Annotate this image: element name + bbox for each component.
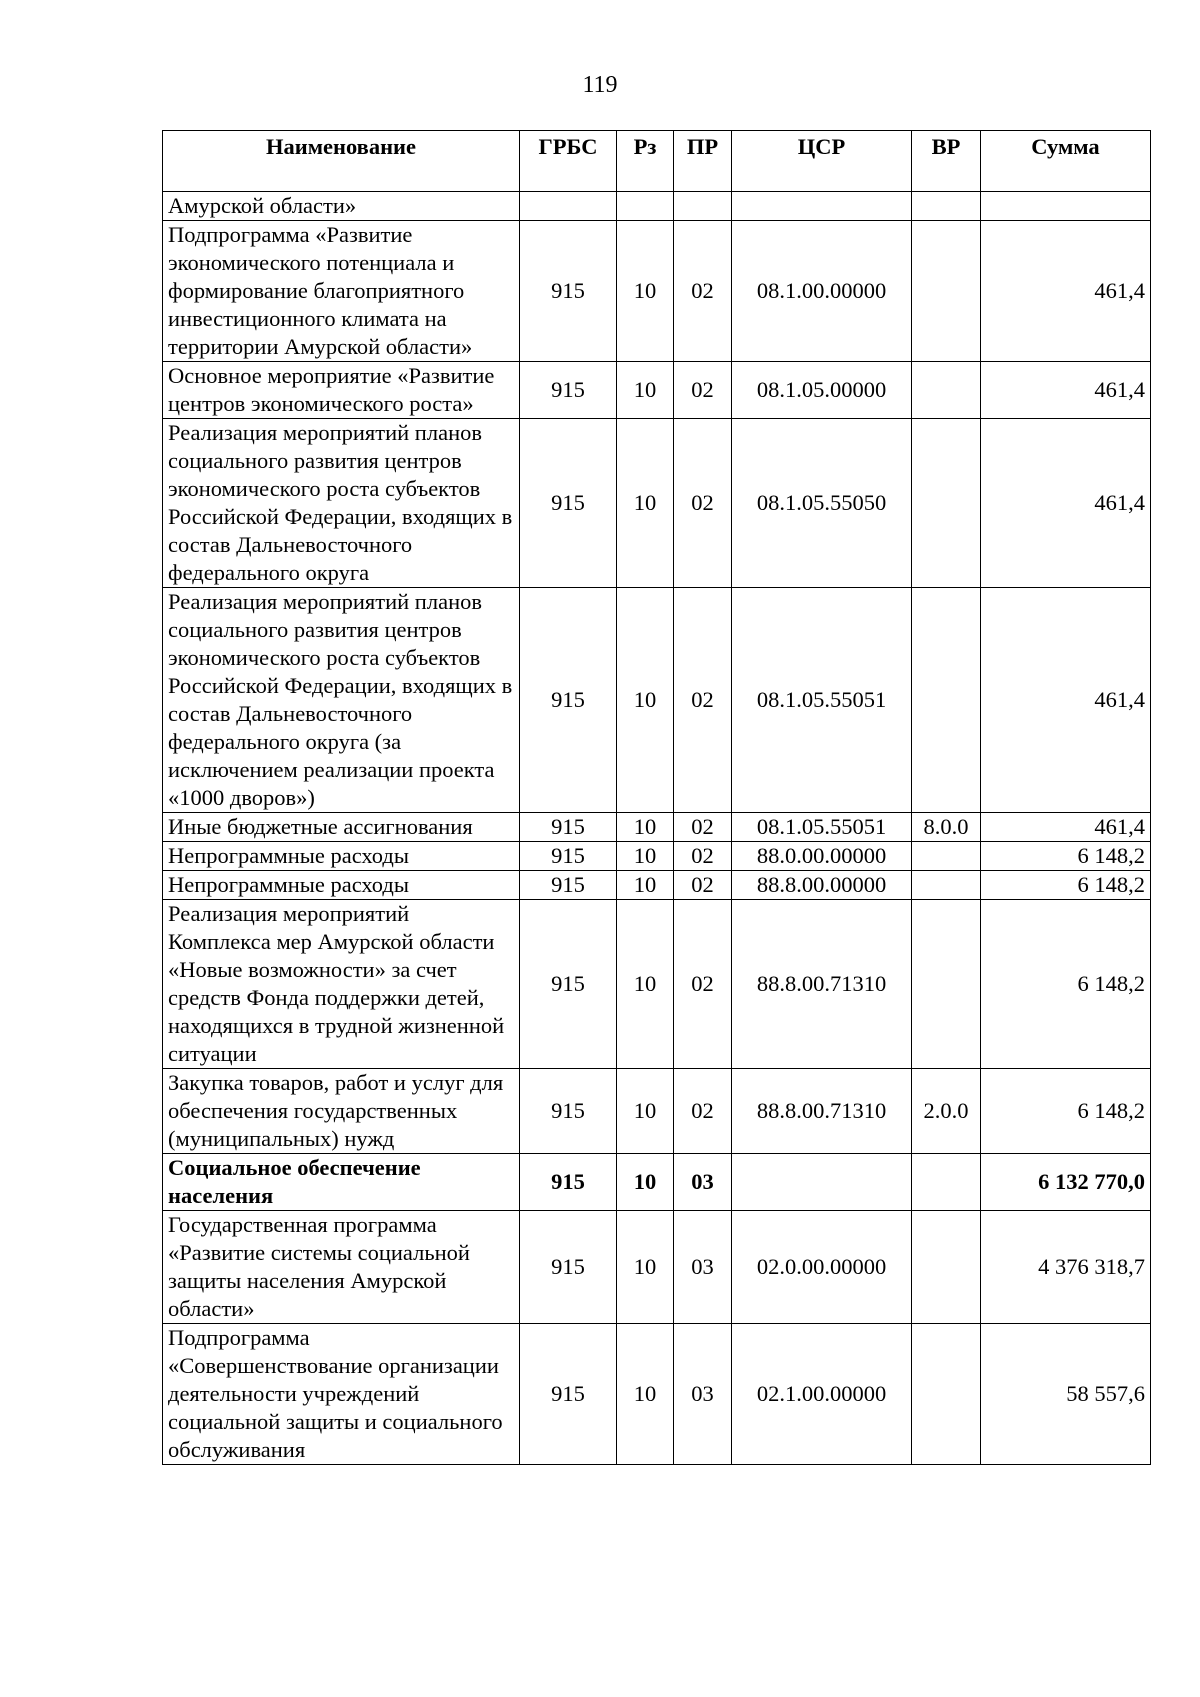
cell-grbs: 915 [520, 588, 617, 813]
cell-sum: 461,4 [981, 221, 1151, 362]
table-body [163, 192, 1151, 1465]
cell-vr [912, 362, 981, 419]
table-row [163, 842, 1151, 871]
budget-table [162, 130, 1151, 1465]
cell-rz: 10 [617, 813, 674, 842]
cell-rz: 10 [617, 419, 674, 588]
cell-grbs: 915 [520, 900, 617, 1069]
cell-name: Подпрограмма «Совершенствование организации деятельности учреждений социальной защиты и социального обслуживания [163, 1324, 520, 1465]
cell-pr [674, 192, 732, 221]
cell-csr: 88.8.00.71310 [732, 900, 912, 1069]
cell-csr: 08.1.05.55050 [732, 419, 912, 588]
cell-rz: 10 [617, 1069, 674, 1154]
cell-rz: 10 [617, 1154, 674, 1211]
cell-grbs: 915 [520, 221, 617, 362]
cell-sum: 6 148,2 [981, 871, 1151, 900]
table-row [163, 221, 1151, 362]
cell-vr [912, 871, 981, 900]
cell-name: Непрограммные расходы [163, 842, 520, 871]
cell-grbs: 915 [520, 362, 617, 419]
cell-pr: 02 [674, 1069, 732, 1154]
cell-vr [912, 1154, 981, 1211]
cell-csr: 02.0.00.00000 [732, 1211, 912, 1324]
cell-vr [912, 900, 981, 1069]
cell-name: Реализация мероприятий планов социального развития центров экономического роста субъектов Российской Федерации, входящих в состав Дальневосточного федерального округа (за исключением реализации проекта «1000 дворов») [163, 588, 520, 813]
cell-csr [732, 192, 912, 221]
cell-rz: 10 [617, 900, 674, 1069]
page-number: 119 [582, 72, 618, 98]
cell-grbs: 915 [520, 871, 617, 900]
header-sum: Сумма [981, 131, 1151, 192]
cell-vr [912, 1324, 981, 1465]
header-name: Наименование [163, 131, 520, 192]
cell-rz: 10 [617, 1211, 674, 1324]
cell-rz: 10 [617, 362, 674, 419]
cell-rz [617, 192, 674, 221]
table-row [163, 871, 1151, 900]
table-row [163, 813, 1151, 842]
cell-grbs: 915 [520, 1069, 617, 1154]
cell-grbs: 915 [520, 1324, 617, 1465]
table-row [163, 192, 1151, 221]
cell-rz: 10 [617, 588, 674, 813]
cell-pr: 02 [674, 362, 732, 419]
table-row [163, 419, 1151, 588]
cell-pr: 02 [674, 813, 732, 842]
cell-name: Государственная программа «Развитие системы социальной защиты населения Амурской области» [163, 1211, 520, 1324]
table-row [163, 1069, 1151, 1154]
header-csr: ЦСР [732, 131, 912, 192]
header-row [163, 131, 1151, 192]
cell-name: Реализация мероприятий Комплекса мер Амурской области «Новые возможности» за счет средств Фонда поддержки детей, находящихся в трудной жизненной ситуации [163, 900, 520, 1069]
cell-sum: 6 148,2 [981, 842, 1151, 871]
cell-csr [732, 1154, 912, 1211]
cell-grbs: 915 [520, 419, 617, 588]
cell-pr: 02 [674, 419, 732, 588]
header-vr: ВР [912, 131, 981, 192]
cell-csr: 08.1.05.55051 [732, 813, 912, 842]
cell-name: Социальное обеспечение населения [163, 1154, 520, 1211]
cell-pr: 02 [674, 900, 732, 1069]
cell-pr: 03 [674, 1211, 732, 1324]
cell-sum: 461,4 [981, 362, 1151, 419]
cell-vr [912, 419, 981, 588]
cell-pr: 03 [674, 1324, 732, 1465]
cell-csr: 08.1.05.00000 [732, 362, 912, 419]
cell-sum: 461,4 [981, 813, 1151, 842]
cell-grbs: 915 [520, 813, 617, 842]
cell-vr [912, 842, 981, 871]
cell-csr: 88.8.00.00000 [732, 871, 912, 900]
cell-pr: 02 [674, 842, 732, 871]
table-row [163, 588, 1151, 813]
cell-grbs: 915 [520, 1154, 617, 1211]
cell-sum: 58 557,6 [981, 1324, 1151, 1465]
header-rz: Рз [617, 131, 674, 192]
cell-csr: 88.8.00.71310 [732, 1069, 912, 1154]
cell-name: Амурской области» [163, 192, 520, 221]
cell-csr: 88.0.00.00000 [732, 842, 912, 871]
header-pr: ПР [674, 131, 732, 192]
cell-csr: 08.1.00.00000 [732, 221, 912, 362]
cell-pr: 03 [674, 1154, 732, 1211]
cell-name: Иные бюджетные ассигнования [163, 813, 520, 842]
cell-csr: 08.1.05.55051 [732, 588, 912, 813]
cell-csr: 02.1.00.00000 [732, 1324, 912, 1465]
cell-sum: 4 376 318,7 [981, 1211, 1151, 1324]
table-row [163, 362, 1151, 419]
cell-grbs [520, 192, 617, 221]
cell-name: Реализация мероприятий планов социального развития центров экономического роста субъектов Российской Федерации, входящих в состав Дальневосточного федерального округа [163, 419, 520, 588]
cell-sum: 6 148,2 [981, 1069, 1151, 1154]
cell-sum: 461,4 [981, 588, 1151, 813]
cell-sum [981, 192, 1151, 221]
cell-vr [912, 192, 981, 221]
cell-vr [912, 588, 981, 813]
cell-pr: 02 [674, 871, 732, 900]
cell-name: Непрограммные расходы [163, 871, 520, 900]
cell-sum: 6 132 770,0 [981, 1154, 1151, 1211]
cell-name: Закупка товаров, работ и услуг для обеспечения государственных (муниципальных) нужд [163, 1069, 520, 1154]
cell-vr [912, 221, 981, 362]
cell-grbs: 915 [520, 1211, 617, 1324]
table-header [163, 131, 1151, 192]
cell-pr: 02 [674, 221, 732, 362]
cell-sum: 6 148,2 [981, 900, 1151, 1069]
cell-pr: 02 [674, 588, 732, 813]
cell-rz: 10 [617, 221, 674, 362]
table-row [163, 1211, 1151, 1324]
cell-rz: 10 [617, 842, 674, 871]
cell-sum: 461,4 [981, 419, 1151, 588]
header-grbs: ГРБС [520, 131, 617, 192]
cell-vr: 8.0.0 [912, 813, 981, 842]
table-row [163, 1154, 1151, 1211]
table-row [163, 1324, 1151, 1465]
cell-vr: 2.0.0 [912, 1069, 981, 1154]
cell-name: Основное мероприятие «Развитие центров экономического роста» [163, 362, 520, 419]
table-row [163, 900, 1151, 1069]
cell-name: Подпрограмма «Развитие экономического потенциала и формирование благоприятного инвестиционного климата на территории Амурской области» [163, 221, 520, 362]
cell-vr [912, 1211, 981, 1324]
cell-rz: 10 [617, 871, 674, 900]
cell-grbs: 915 [520, 842, 617, 871]
cell-rz: 10 [617, 1324, 674, 1465]
